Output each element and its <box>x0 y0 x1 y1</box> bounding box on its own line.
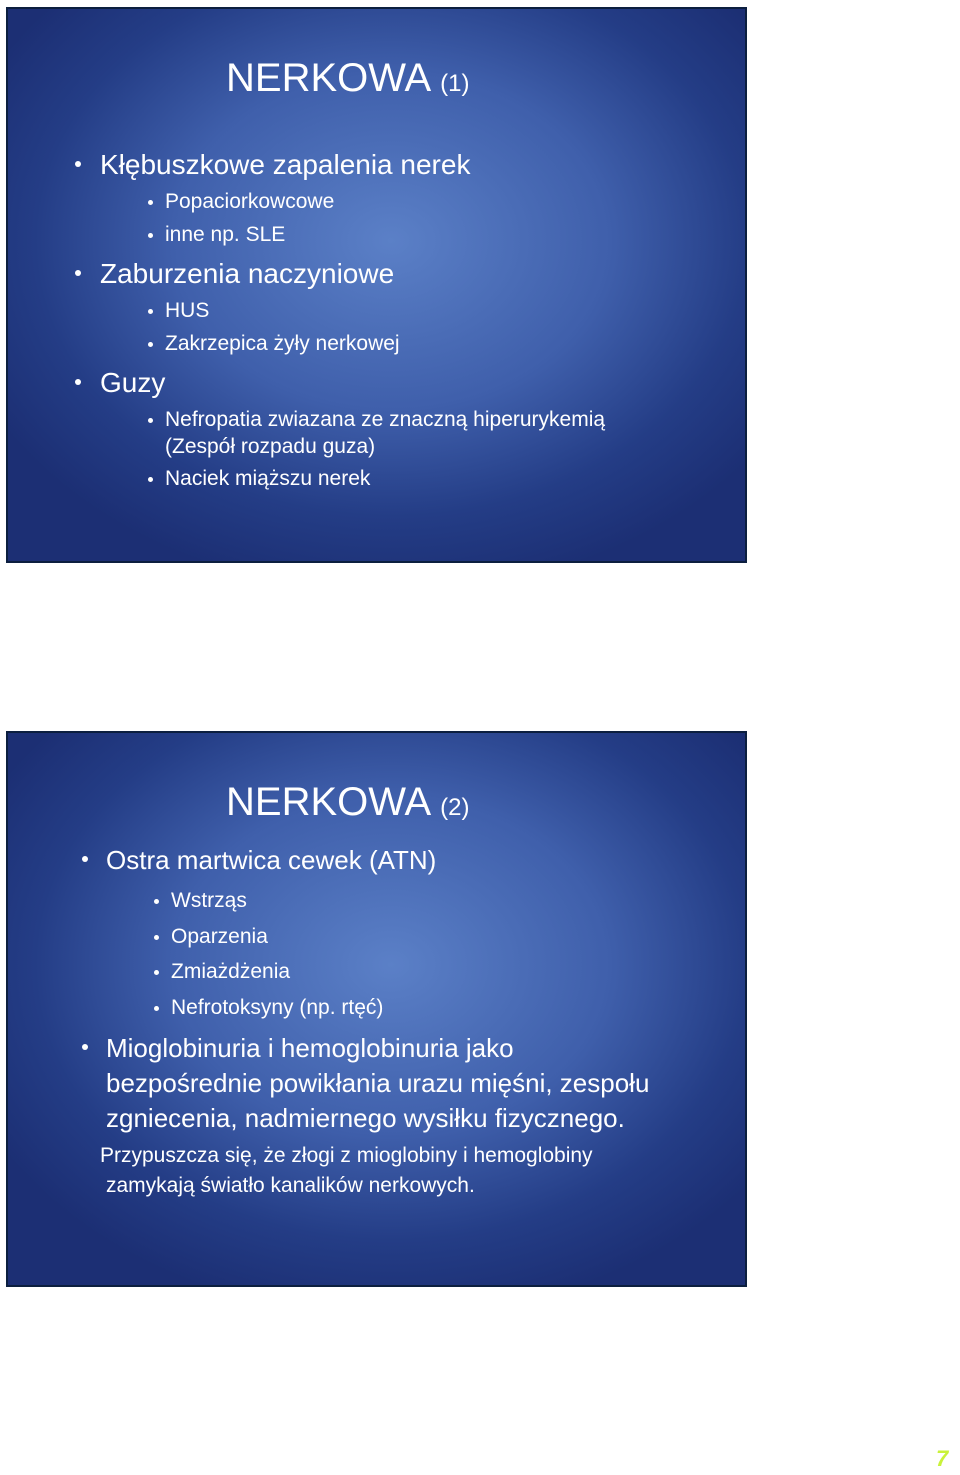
bullet-icon <box>75 379 81 385</box>
slide-1-item-urate-nephropathy: Nefropatia zwiazana ze znaczną hiperurykemią <box>165 408 606 431</box>
bullet-icon <box>148 477 153 482</box>
bullet-icon <box>148 342 153 347</box>
slide-2 <box>6 731 747 1287</box>
bullet-icon <box>154 899 159 904</box>
slide-1-title-text: NERKOWA <box>226 56 429 100</box>
bullet-icon <box>148 233 153 238</box>
bullet-icon <box>75 270 81 276</box>
slide-2-item-nephrotoxins: Nefrotoksyny (np. rtęć) <box>171 996 384 1019</box>
slide-2-item-shock: Wstrząs <box>171 889 247 912</box>
bullet-icon <box>154 1006 159 1011</box>
slide-2-item-atn: Ostra martwica cewek (ATN) <box>106 845 437 875</box>
bullet-icon <box>82 856 88 862</box>
slide-2-note-line-2: zamykają światło kanalików nerkowych. <box>106 1174 475 1197</box>
page-number: 7 <box>936 1446 949 1471</box>
slide-1-item-urate-nephropathy-cont: (Zespół rozpadu guza) <box>165 435 376 458</box>
slide-1-item-post-strep: Popaciorkowcowe <box>165 190 335 213</box>
bullet-icon <box>148 418 153 423</box>
slide-2-item-crush: Zmiażdżenia <box>171 960 291 983</box>
bullet-icon <box>75 161 81 167</box>
bullet-icon <box>154 970 159 975</box>
slide-1-item-hus: HUS <box>165 299 210 322</box>
bullet-icon <box>154 935 159 940</box>
bullet-icon <box>82 1044 88 1050</box>
slide-2-item-burns: Oparzenia <box>171 925 268 948</box>
slide-2-title <box>226 779 469 831</box>
slide-2-item-myoglobinuria-line-3: zgniecenia, nadmiernego wysiłku fizycznego. <box>106 1103 625 1133</box>
slide-1-title <box>226 55 469 107</box>
slide-2-title-text: NERKOWA <box>226 780 429 824</box>
slide-2-note-line-1: Przypuszcza się, że złogi z mioglobiny i hemoglobiny <box>100 1144 593 1167</box>
slide-1-item-other-sle: inne np. SLE <box>165 223 286 246</box>
bullet-icon <box>148 309 153 314</box>
slide-2-title-number: (2) <box>440 794 470 821</box>
slide-1 <box>6 7 747 563</box>
slide-1-item-renal-vein: Zakrzepica żyły nerkowej <box>165 332 400 355</box>
slide-1-item-vascular: Zaburzenia naczyniowe <box>100 258 395 289</box>
bullet-icon <box>148 200 153 205</box>
slide-1-item-glomerulonephritis: Kłębuszkowe zapalenia nerek <box>100 149 471 180</box>
slide-1-title-number: (1) <box>440 70 470 97</box>
slide-1-item-tumors: Guzy <box>100 367 166 398</box>
slide-2-item-myoglobinuria: Mioglobinuria i hemoglobinuria jako <box>106 1033 514 1063</box>
slide-2-item-myoglobinuria-line-2: bezpośrednie powikłania urazu mięśni, zespołu <box>106 1068 650 1098</box>
slide-1-item-infiltration: Naciek miąższu nerek <box>165 467 371 490</box>
